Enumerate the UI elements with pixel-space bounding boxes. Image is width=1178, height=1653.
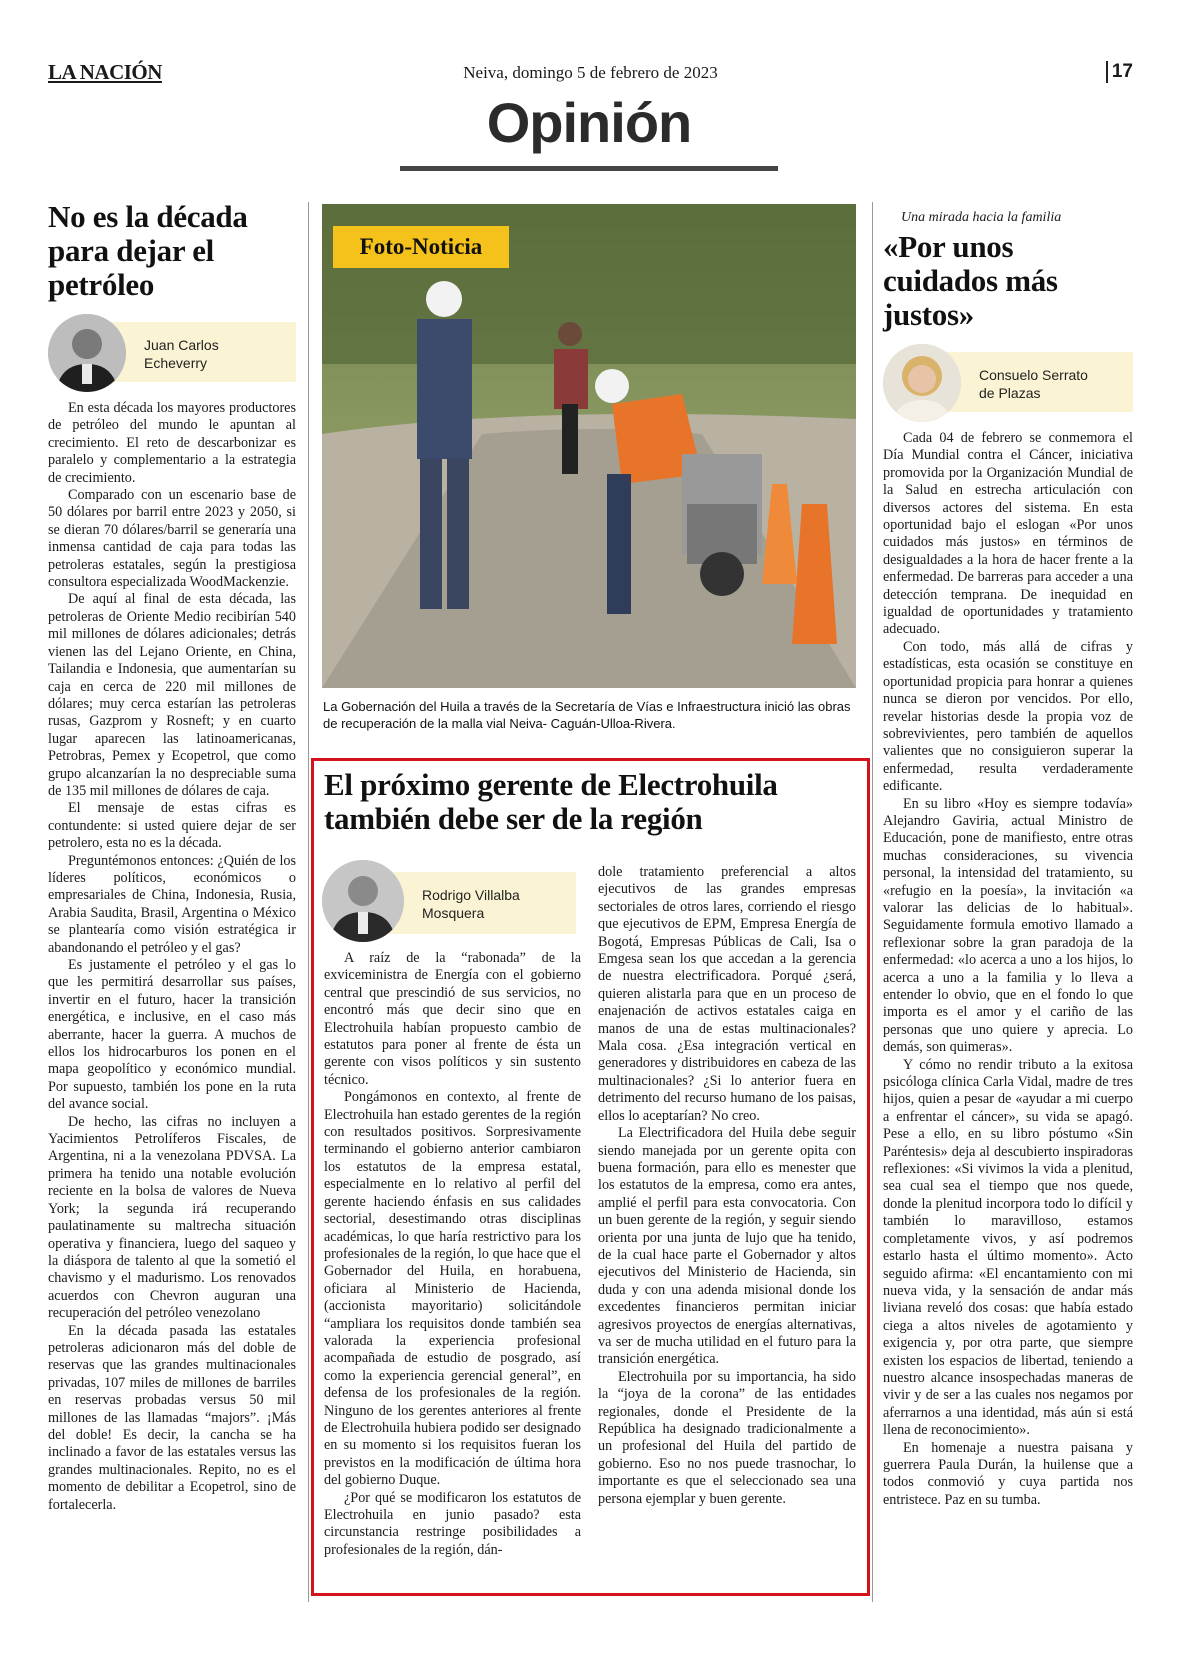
center-article-headline: El próximo gerente de Electrohuila también debe ser de la región — [324, 767, 778, 836]
paragraph: En homenaje a nuestra paisana y guerrera Paula Durán, la huilense que a todos conmovió y cuya partida nos entristece. Paz en su tumba. — [883, 1439, 1133, 1508]
paragraph: Electrohuila por su importancia, ha sido la “joya de la corona” de las entidades regionales, donde el Presidente de la República ha designado tradicionalmente a un profesional del Huila del partido de gobierno. Eso no nos puede trasnochar, lo importante es que el seleccionado sea una persona ejemplar y buen gerente. — [598, 1368, 856, 1507]
right-article-headline: «Por unos cuidados más justos» — [883, 229, 1058, 332]
paragraph: Preguntémonos entonces: ¿Quién de los líderes políticos, económicos o empresariales de China, Indonesia, Rusia, Arabia Saudita, Brasil, Argentina o México se plantearía como visión estratégica ir abandonando el petróleo y el gas? — [48, 852, 296, 956]
left-article-body — [48, 400, 296, 1514]
paragraph: En su libro «Hoy es siempre todavía» Alejandro Gaviria, actual Ministro de Educación, pone de manifiesto, entre otras muchas consideraciones, su vivencia personal, la intensidad del tratamiento, su «refugio en la poesía», la invitación «a valorar las delicias de lo habitual». Seguidamente formula emotivo llamado a reflexionar sobre la gran paradoja de la enfermedad: «lo acerca a uno a los hijos, lo acerca a uno a la familia y lo lleva a entender lo obvio, que en el fondo lo que importa es el amor y el cariño de las personas que uno quiere y aprecia. Lo demás, son quimeras». — [883, 795, 1133, 1056]
column-divider-left — [308, 202, 309, 1602]
author-name: Juan Carlos Echeverry — [144, 337, 219, 371]
paragraph: Comparado con un escenario base de 50 dólares por barril entre 2023 y 2050, si se dieran 70 dólares/barril se generaría una inmensa cantidad de caja para todas las petroleras estatales, según la prestigiosa consultora especializada WoodMackenzie. — [48, 487, 296, 591]
center-article-byline — [322, 860, 576, 944]
paragraph: De aquí al final de esta década, las petroleras de Oriente Medio recibirían 540 mil millones de dólares adicionales; detrás vienen las del Lejano Oriente, en China, Tailandia e Indonesia, que aumentarían su caja en cerca de 220 mil millones de dólares; muy cerca estarían las petroleras rusas, Gazprom y Rosneft; y en cuarto lugar aparecen las latinoamericanas, Petrobras, Pemex y Ecopetrol, que como grupo alcanzarían la no despreciable suma de 135 mil millones de dólares de caja. — [48, 591, 296, 799]
paragraph: dole tratamiento preferencial a altos ejecutivos de las grandes empresas sectoriales de otros lares, corriendo el riesgo que ejecutivos de EPM, Empresa Energía de Bogotá, Empresas Públicas de Cali, Isa o Emgesa sean los que accedan a la gerencia de nuestra electrificadora. Porqué ¿será, quieren alistarla para que en un proceso de enajenación de activos estatales caiga en manos de una de estas multinacionales? Mala cosa. ¿Esa integración vertical en generadores y distribuidores en cabeza de las multinacionales? ¿Si lo anterior fuera en detrimento del recurso humano de los paisas, ellos lo aceptarían? No creo. — [598, 864, 856, 1124]
paragraph: En la década pasada las estatales petroleras adicionaron más del doble de reservas que las grandes multinacionales privadas, 107 miles de millones de barriles en reservas probadas versus 50 mil millones de las llamadas “majors”. ¡Más del doble! Es decir, la cancha se ha inclinado a favor de las estatales versus las grandes multinacionales. Repito, no es el momento de debilitar a Ecopetrol, sino de fortalecerla. — [48, 1322, 296, 1513]
dateline: Neiva, domingo 5 de febrero de 2023 — [463, 63, 718, 82]
right-article-kicker: Una mirada hacia la familia — [901, 210, 1062, 225]
paragraph: Y cómo no rendir tributo a la exitosa psicóloga clínica Carla Vidal, madre de tres hijos, quien a pesar de «ayudar a mi cuerpo a enfrentar el cáncer», su vida se apagó. Pese a ello, en su libro póstumo «Sin Paréntesis» deja al descubierto inspiradoras reflexiones: «Si vivimos la vida a plenitud, sea cual sea el tiempo que nos quede, donde la plenitud incorpora todo lo difícil y también lo maravilloso, estamos completamente vivos, y así podremos estarlo hasta el último momento». Acto seguido afirma: «El encantamiento con mi nueva vida, y la sensación de andar más liviana reveló dos cosas: que había estado ciega a altos niveles de agotamiento y exigencia y, por otra parte, que siempre existen los espacios de libertad, teniendo a nuestro alcance insospechadas maneras de vivir y de ser a las cuales nos negamos por aferrarnos a una identidad, más aún si está llena de reconocimiento». — [883, 1056, 1133, 1439]
author-name: Consuelo Serrato de Plazas — [979, 367, 1088, 401]
right-article-body — [883, 430, 1133, 1509]
paragraph: El mensaje de estas cifras es contundente: si usted quiere dejar de ser petrolero, esta no es la década. — [48, 800, 296, 852]
section-rule — [400, 166, 778, 171]
photo-caption: La Gobernación del Huila a través de la Secretaría de Vías e Infraestructura inició las obras de recuperación de la malla vial Neiva- Caguán-Ulloa-Rivera. — [323, 699, 851, 731]
foto-noticia-tag: Foto-Noticia — [333, 226, 509, 268]
paragraph: De hecho, las cifras no incluyen a Yacimientos Petrolíferos Fiscales, de Argentina, ni a la venezolana PDVSA. La primera ha tenido una notable evolución reciente en la bolsa de valores de Nueva York; la segunda irá recuperando paulatinamente su maltrecha situación operativa y financiera, luego del saqueo y la diáspora de talento al que la sometió el chavismo y el madurismo. Los renovados acuerdos con Chevron auguran una recuperación del petróleo venezolano — [48, 1113, 296, 1322]
paragraph: En esta década los mayores productores de petróleo del mundo le apuntan al crecimiento. El reto de descarbonizar es paralelo y complementario a la estrategia de crecimiento. — [48, 400, 296, 486]
section-title: Opinión — [486, 91, 692, 154]
author-photo — [48, 314, 126, 392]
right-article-byline — [883, 344, 1133, 422]
left-article-headline: No es la década para dejar el petróleo — [48, 199, 248, 302]
masthead — [48, 60, 1133, 90]
author-name: Rodrigo Villalba Mosquera — [422, 887, 520, 921]
left-article — [48, 200, 296, 1514]
paragraph: Con todo, más allá de cifras y estadísticas, esta ocasión se constituye en oportunidad propicia para honrar a quienes nunca se dieron por vencidos. Por ello, revelar historias desde la propia voz de sobrevivientes, pero también de aquellos valientes que no consiguieron superar la enfermedad, resulta verdaderamente edificante. — [883, 638, 1133, 795]
right-article — [883, 210, 1133, 1509]
paragraph: ¿Por qué se modificaron los estatutos de Electrohuila en junio pasado? esta circunstancia restringe posibilidades a profesionales de la región, dán- — [324, 1489, 581, 1558]
left-article-byline — [48, 314, 296, 392]
paragraph: Pongámonos en contexto, al frente de Electrohuila han estado gerentes de la región con resultados positivos. Sorpresivamente terminando el gobierno anterior cambiaron los estatutos de la empresa estatal, especialmente en lo relativo al perfil del gerente haciendo énfasis en sus calidades sectorial, desestimando otras disciplinas académicas, lo que haría restrictivo para los profesionales de la región, lo que hace que el Gobernador del Huila, en horabuena, oficiara al Ministerio de Hacienda, (accionista mayoritario) solicitándole “ampliara los requisitos donde también sea valorada la experiencia profesional acompañada de estudio de posgrado, así como la experiencia gerencial general”, en defensa de los profesionales de la región. Ninguno de los gerentes anteriores al frente de Electrohuila hubiera podido ser designado en su momento si los requisitos fueran los previstos en la modificación de última hora del gobierno Duque. — [324, 1089, 581, 1489]
center-article-col-1 — [324, 950, 581, 1559]
column-divider-right — [872, 202, 873, 1602]
paragraph: Cada 04 de febrero se conmemora el Día Mundial contra el Cáncer, iniciativa promovida por la Organización Mundial de la Salud en estrecha articulación con diversos actores del sistema. En esta oportunidad bajo el eslogan «Por unos cuidados más justos» en términos de desigualdades a la hora de hacer frente a la enfermedad. De barreras para acceder a una detección temprana. De inequidad en igualdad de oportunidades y tratamiento adecuado. — [883, 430, 1133, 638]
paragraph: La Electrificadora del Huila debe seguir siendo manejada por un gerente opita con buena formación, para ello es menester que los estatutos de la empresa, como era antes, amplié el perfil para esta convocatoria. Con un buen gerente de la región, y seguir siendo orienta por una junta de lujo que ha tenido, de la cual hace parte el Gobernador y altos ejecutivos del Ministerio de Hacienda, sin duda y con una adenda misional donde los excedentes financieros permitan iniciar agresivos proyectos de energías alternativas, va ser de mucha utilidad en el futuro para la transición energética. — [598, 1125, 856, 1368]
page-number: 17 — [1106, 61, 1133, 83]
paragraph: A raíz de la “rabonada” de la exviceministra de Energía con el gobierno central que prescindió de sus servicios, no encontró más que decir sino que en Electrohuila habían propuesto cambio de estatutos para poner al frente de ésta un gerente con visos políticos y sin sustento técnico. — [324, 950, 581, 1088]
author-photo — [883, 344, 961, 422]
news-photo — [322, 204, 856, 688]
newspaper-logo: LA NACIÓN — [48, 60, 162, 84]
center-article-col-2 — [598, 864, 856, 1508]
author-photo — [322, 860, 404, 942]
paragraph: Es justamente el petróleo y el gas lo que les permitirá desarrollar sus países, invertir en el futuro, hacer la transición energética, e inclusive, en el caso más aberrante, hacer la guerra. A muchos de ellos los hidrocarburos los ponen en el mapa geopolítico y económico mundial. Por supuesto, también los pone en la ruta del avance social. — [48, 957, 296, 1113]
